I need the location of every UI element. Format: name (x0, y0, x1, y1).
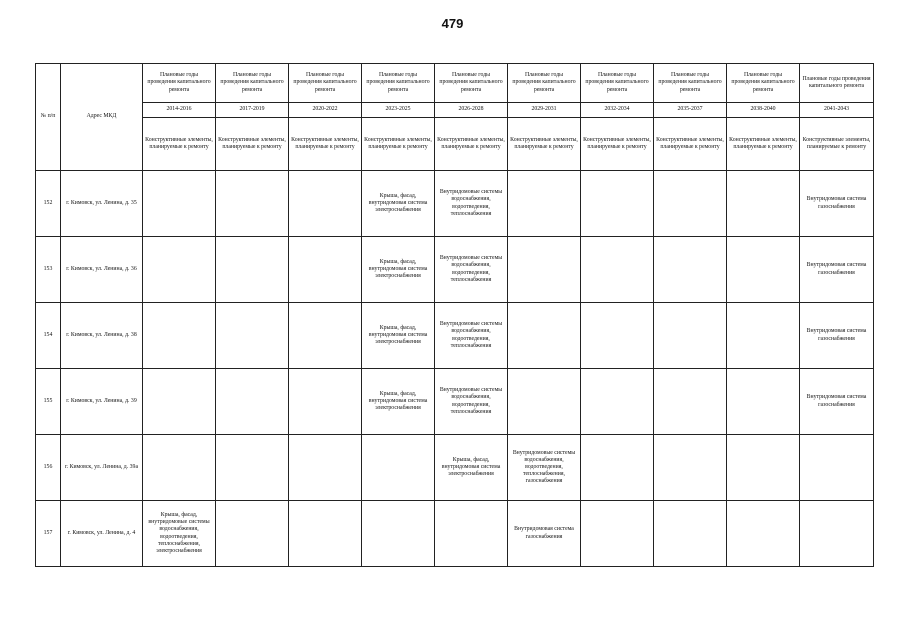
repair-cell: Внутридомовые системы водоснабжения, водоотведения, теплоснабжения (435, 171, 508, 237)
repair-cell (581, 435, 654, 501)
capital-repair-table (35, 63, 874, 567)
header-planned-label: Плановые годы проведения капитального ремонта (727, 64, 800, 103)
repair-cell: Внутридомовые системы водоснабжения, водоотведения, теплоснабжения, газоснабжения (508, 435, 581, 501)
header-period: 2014-2016 (143, 103, 216, 118)
repair-cell (289, 171, 362, 237)
header-period: 2032-2034 (581, 103, 654, 118)
header-period: 2029-2031 (508, 103, 581, 118)
header-elements-label: Конструктивные элементы, планируемые к ремонту (654, 118, 727, 171)
repair-cell (289, 369, 362, 435)
repair-cell (143, 435, 216, 501)
repair-cell (289, 237, 362, 303)
repair-cell: Внутридомовая система газоснабжения (800, 303, 874, 369)
header-planned-label: Плановые годы проведения капитального ремонта (508, 64, 581, 103)
header-elements-label: Конструктивные элементы, планируемые к ремонту (435, 118, 508, 171)
repair-cell (362, 435, 435, 501)
header-period: 2041-2043 (800, 103, 874, 118)
header-elements-label: Конструктивные элементы, планируемые к ремонту (362, 118, 435, 171)
repair-cell (289, 501, 362, 567)
repair-cell (800, 501, 874, 567)
header-period: 2026-2028 (435, 103, 508, 118)
repair-cell (508, 237, 581, 303)
row-number: 153 (36, 237, 61, 303)
repair-cell (727, 369, 800, 435)
repair-cell (216, 501, 289, 567)
repair-cell (508, 369, 581, 435)
row-address: г. Кимовск, ул. Ленина, д. 39а (61, 435, 143, 501)
header-address: Адрес МКД (61, 64, 143, 171)
repair-cell (727, 303, 800, 369)
table-row (36, 435, 874, 501)
repair-cell: Внутридомовая система газоснабжения (800, 171, 874, 237)
repair-cell (727, 171, 800, 237)
repair-cell (654, 171, 727, 237)
repair-cell (727, 237, 800, 303)
header-planned-label: Плановые годы проведения капитального ремонта (581, 64, 654, 103)
repair-cell: Внутридомовая система газоснабжения (800, 369, 874, 435)
repair-cell (143, 303, 216, 369)
header-num: № п/п (36, 64, 61, 171)
header-period: 2020-2022 (289, 103, 362, 118)
header-period: 2035-2037 (654, 103, 727, 118)
row-number: 152 (36, 171, 61, 237)
header-planned-label: Плановые годы проведения капитального ремонта (800, 64, 874, 103)
row-address: г. Кимовск, ул. Ленина, д. 38 (61, 303, 143, 369)
repair-cell (727, 435, 800, 501)
repair-cell (143, 237, 216, 303)
header-elements-label: Конструктивные элементы, планируемые к ремонту (289, 118, 362, 171)
row-address: г. Кимовск, ул. Ленина, д. 4 (61, 501, 143, 567)
repair-cell (581, 501, 654, 567)
repair-cell (800, 435, 874, 501)
repair-cell: Крыша, фасад, внутридомовая система электроснабжения (362, 237, 435, 303)
repair-cell (216, 303, 289, 369)
repair-cell: Крыша, фасад, внутридомовая система электроснабжения (435, 435, 508, 501)
repair-cell (143, 171, 216, 237)
header-planned-label: Плановые годы проведения капитального ремонта (362, 64, 435, 103)
repair-cell: Внутридомовая система газоснабжения (800, 237, 874, 303)
header-elements-label: Конструктивные элементы, планируемые к ремонту (727, 118, 800, 171)
table-row (36, 501, 874, 567)
repair-cell (508, 171, 581, 237)
repair-cell (654, 303, 727, 369)
row-number: 155 (36, 369, 61, 435)
repair-cell (289, 303, 362, 369)
header-planned-label: Плановые годы проведения капитального ремонта (435, 64, 508, 103)
repair-cell (216, 171, 289, 237)
header-period: 2017-2019 (216, 103, 289, 118)
row-number: 157 (36, 501, 61, 567)
repair-cell: Внутридомовые системы водоснабжения, водоотведения, теплоснабжения (435, 303, 508, 369)
repair-cell (654, 237, 727, 303)
table-row (36, 369, 874, 435)
repair-cell: Внутридомовые системы водоснабжения, водоотведения, теплоснабжения (435, 237, 508, 303)
header-period: 2038-2040 (727, 103, 800, 118)
row-address: г. Кимовск, ул. Ленина, д. 36 (61, 237, 143, 303)
repair-cell (143, 369, 216, 435)
header-elements-label: Конструктивные элементы, планируемые к ремонту (508, 118, 581, 171)
repair-cell: Крыша, фасад, внутридомовая система электроснабжения (362, 369, 435, 435)
header-elements-label: Конструктивные элементы, планируемые к ремонту (800, 118, 874, 171)
repair-cell: Внутридомовые системы водоснабжения, водоотведения, теплоснабжения (435, 369, 508, 435)
header-elements-label: Конструктивные элементы, планируемые к ремонту (143, 118, 216, 171)
header-period: 2023-2025 (362, 103, 435, 118)
repair-cell (581, 369, 654, 435)
table-row (36, 237, 874, 303)
repair-cell (581, 237, 654, 303)
table-row (36, 171, 874, 237)
repair-cell (362, 501, 435, 567)
header-planned-label: Плановые годы проведения капитального ремонта (289, 64, 362, 103)
repair-cell (654, 369, 727, 435)
page-number: 479 (441, 16, 464, 31)
header-elements-label: Конструктивные элементы, планируемые к ремонту (216, 118, 289, 171)
repair-cell (216, 369, 289, 435)
row-number: 156 (36, 435, 61, 501)
repair-cell (727, 501, 800, 567)
repair-cell: Крыша, фасад, внутридомовая система электроснабжения (362, 303, 435, 369)
header-planned-label: Плановые годы проведения капитального ремонта (216, 64, 289, 103)
table-header (36, 64, 874, 171)
repair-cell (654, 435, 727, 501)
header-elements-label: Конструктивные элементы, планируемые к ремонту (581, 118, 654, 171)
repair-cell (654, 501, 727, 567)
repair-cell (508, 303, 581, 369)
table-row (36, 303, 874, 369)
table-body (36, 171, 874, 567)
row-address: г. Кимовск, ул. Ленина, д. 35 (61, 171, 143, 237)
repair-cell (435, 501, 508, 567)
repair-cell (216, 237, 289, 303)
repair-cell (289, 435, 362, 501)
repair-cell (216, 435, 289, 501)
row-number: 154 (36, 303, 61, 369)
row-address: г. Кимовск, ул. Ленина, д. 39 (61, 369, 143, 435)
repair-cell: Крыша, фасад, внутридомовая система электроснабжения (362, 171, 435, 237)
repair-cell (581, 303, 654, 369)
repair-cell (581, 171, 654, 237)
header-planned-label: Плановые годы проведения капитального ремонта (143, 64, 216, 103)
header-planned-label: Плановые годы проведения капитального ремонта (654, 64, 727, 103)
repair-cell: Крыша, фасад, внутридомовые системы водоснабжения, водоотведения, теплоснабжения, электроснабжения (143, 501, 216, 567)
repair-cell: Внутридомовая система газоснабжения (508, 501, 581, 567)
